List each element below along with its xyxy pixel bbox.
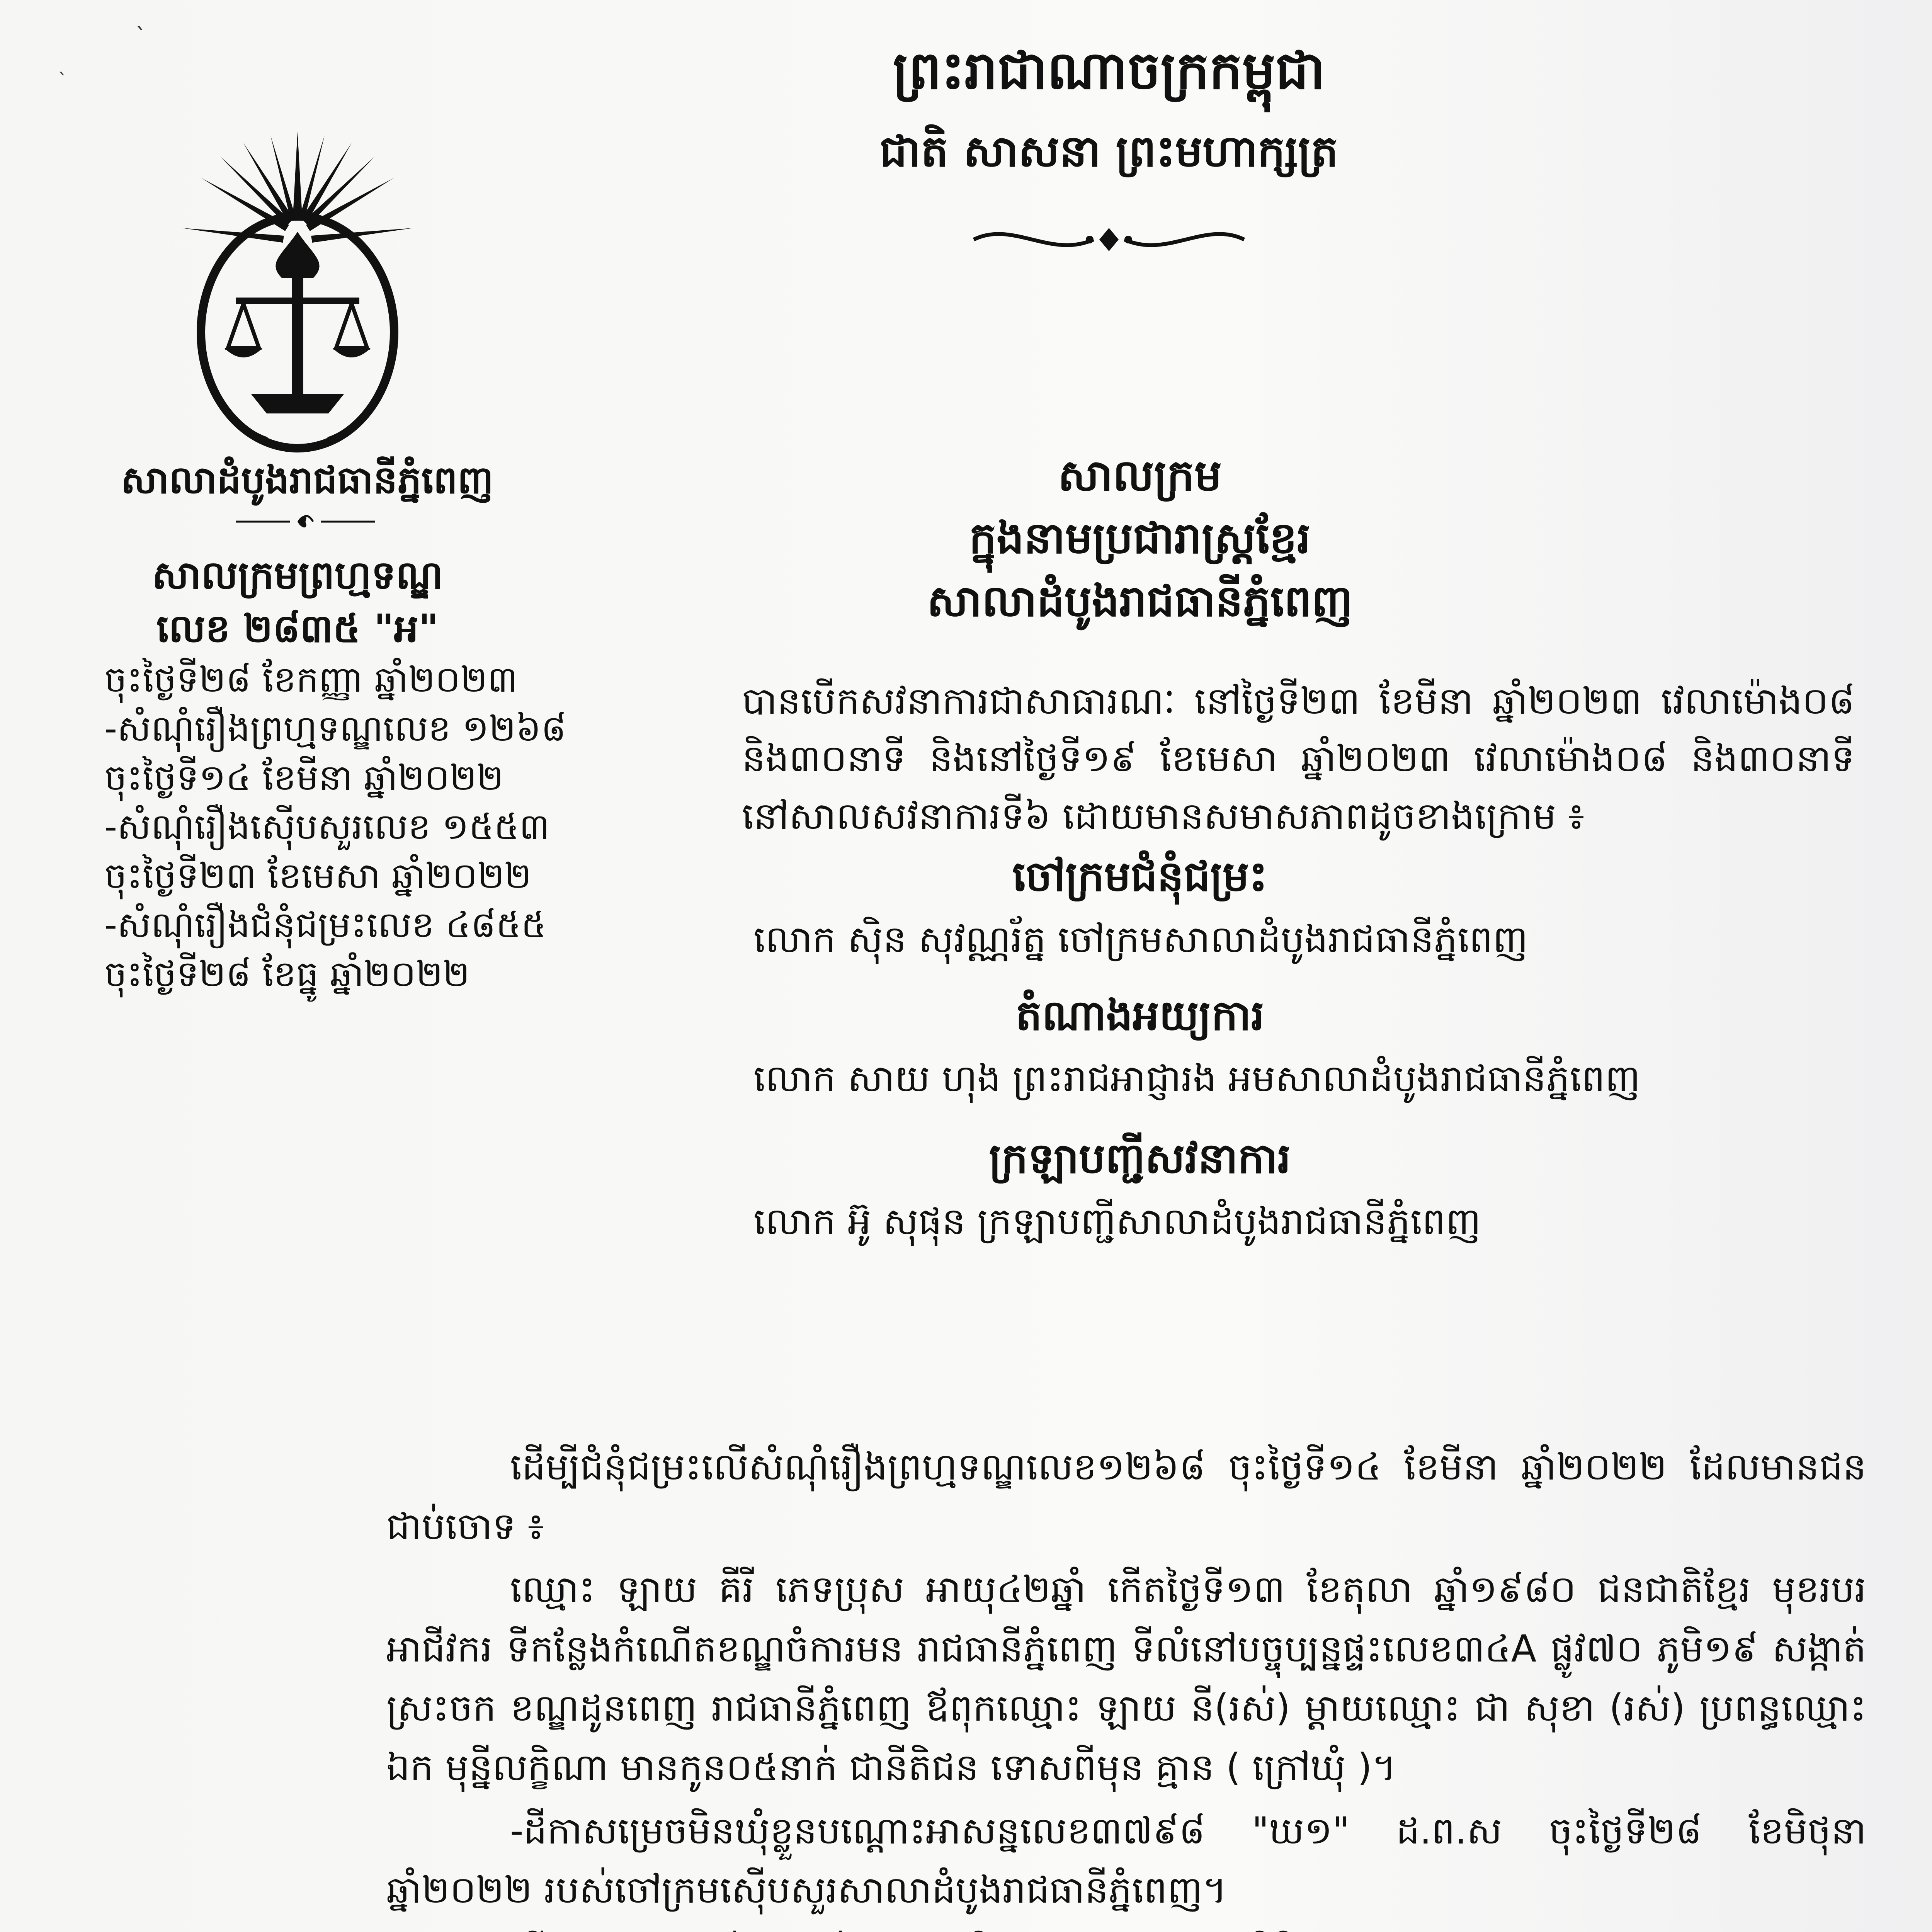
body-paragraph: -ដីកាសម្រេចមិនឃុំខ្លួនបណ្តោះអាសន្នលេខ៣៧៩៨ "ឃ១" ដ.ព.ស ចុះថ្ងៃទី២៨ ខែមិថុនា ឆ្នាំ២០២២ របស់ចៅក្រមស៊ើបសួរសាលាដំបូងរាជធានីភ្នំពេញ។: [386, 1809, 1866, 1912]
person-prosecutor: លោក សាយ ហុង ព្រះរាជអាជ្ញារង អមសាលាដំបូងរាជធានីភ្នំពេញ: [753, 1057, 1641, 1100]
case-line: -សំណុំរឿងស៊ើបសួរលេខ ១៥៥៣: [104, 806, 550, 847]
ornament-divider-icon: [966, 216, 1252, 263]
national-motto: ជាតិ សាសនា ព្រះមហាក្សត្រ: [879, 126, 1338, 177]
case-line: -សំណុំរឿងជំនុំជម្រះលេខ ៤៨៥៥: [104, 904, 546, 946]
role-court-clerk: ក្រឡាបញ្ជីសវនាការ: [989, 1134, 1291, 1183]
person-court-clerk: លោក អ៊ូ សុផុន ក្រឡាបញ្ជីសាលាដំបូងរាជធានីភ្នំពេញ: [753, 1200, 1481, 1243]
scan-speck: ˋ: [58, 70, 68, 92]
hearing-paragraph: បានបើកសវនាការជាសាធារណៈ នៅថ្ងៃទី២៣ ខែមីនា ឆ្នាំ២០២៣ វេលាម៉ោង០៨ និង៣០នាទី និងនៅថ្ងៃទី១៩ ខែមេសា ឆ្នាំ២០២៣ វេលាម៉ោង០៨ និង៣០នាទី នៅសាលសវនាការទី៦ ដោយមានសមាសភាពដូចខាងក្រោម ៖: [742, 679, 1855, 838]
court-emblem-icon: [166, 116, 429, 464]
judgment-body: [386, 1437, 1866, 1932]
in-the-name-title: ក្នុងនាមប្រជារាស្ត្រខ្មែរ: [969, 513, 1311, 564]
case-line: ចុះថ្ងៃទី២៣ ខែមេសា ឆ្នាំ២០២២: [104, 855, 532, 896]
judgment-titles: [638, 444, 1642, 633]
body-paragraph: ដើម្បីជំនុំជម្រះលើសំណុំរឿងព្រហ្មទណ្ឌលេខ១២៦៨ ចុះថ្ងៃទី១៤ ខែមីនា ឆ្នាំ២០២២ ដែលមានជនជាប់ចោទ ៖: [386, 1445, 1866, 1548]
small-ornament-icon: [232, 510, 379, 533]
body-paragraph: ឈ្មោះ ឡាយ គីរី ភេទប្រុស អាយុ៤២ឆ្នាំ កើតថ្ងៃទី១៣ ខែតុលា ឆ្នាំ១៩៨០ ជនជាតិខ្មែរ មុខរបរ អាជីវករ ទីកន្លែងកំណើតខណ្ឌចំការមន រាជធានីភ្នំពេញ ទីលំនៅបច្ចុប្បន្នផ្ទះលេខ៣៤A ផ្លូវ៧០ ភូមិ១៩ សង្កាត់ស្រះចក ខណ្ឌដូនពេញ រាជធានីភ្នំពេញ ឪពុកឈ្មោះ ឡាយ នី(រស់) ម្តាយឈ្មោះ ជា សុខា (រស់) ប្រពន្ធឈ្មោះ ឯក មុន្នីលក្ខិណា មានកូន០៥នាក់ ជានីតិជន ទោសពីមុន គ្មាន ( ក្រៅឃុំ )។: [386, 1568, 1867, 1789]
case-line: -សំណុំរឿងព្រហ្មទណ្ឌលេខ ១២៦៨: [104, 707, 566, 749]
case-line: ចុះថ្ងៃទី២៨ ខែកញ្ញា ឆ្នាំ២០២៣: [104, 659, 518, 700]
scan-speck: ˋ: [135, 23, 147, 50]
judgment-title: សាលក្រម: [1058, 451, 1222, 501]
case-line: ចុះថ្ងៃទី២៨ ខែធ្នូ ឆ្នាំ២០២២: [104, 953, 470, 995]
case-line: ចុះថ្ងៃទី១៤ ខែមីនា ឆ្នាំ២០២២: [104, 757, 504, 798]
judgment-type: សាលក្រមព្រហ្មទណ្ឌ: [152, 553, 443, 598]
case-reference-block: [104, 549, 568, 999]
court-name-left: សាលាដំបូងរាជធានីភ្នំពេញ: [121, 458, 494, 502]
role-prosecutor: តំណាងអយ្យការ: [1015, 992, 1264, 1040]
body-paragraph: [386, 1924, 1866, 1932]
person-presiding-judge: លោក ស៊ិន សុវណ្ណរ័ត្ន ចៅក្រមសាលាដំបូងរាជធានីភ្នំពេញ: [753, 918, 1528, 961]
role-presiding-judge: ចៅក្រមជំនុំជម្រះ: [1012, 852, 1268, 901]
judgment-number: លេខ ២៨៣៥ "អ": [156, 606, 439, 651]
court-title: សាលាដំបូងរាជធានីភ្នំពេញ: [927, 576, 1353, 626]
kingdom-title: ព្រះរាជាណាចក្រកម្ពុជា: [893, 40, 1325, 101]
